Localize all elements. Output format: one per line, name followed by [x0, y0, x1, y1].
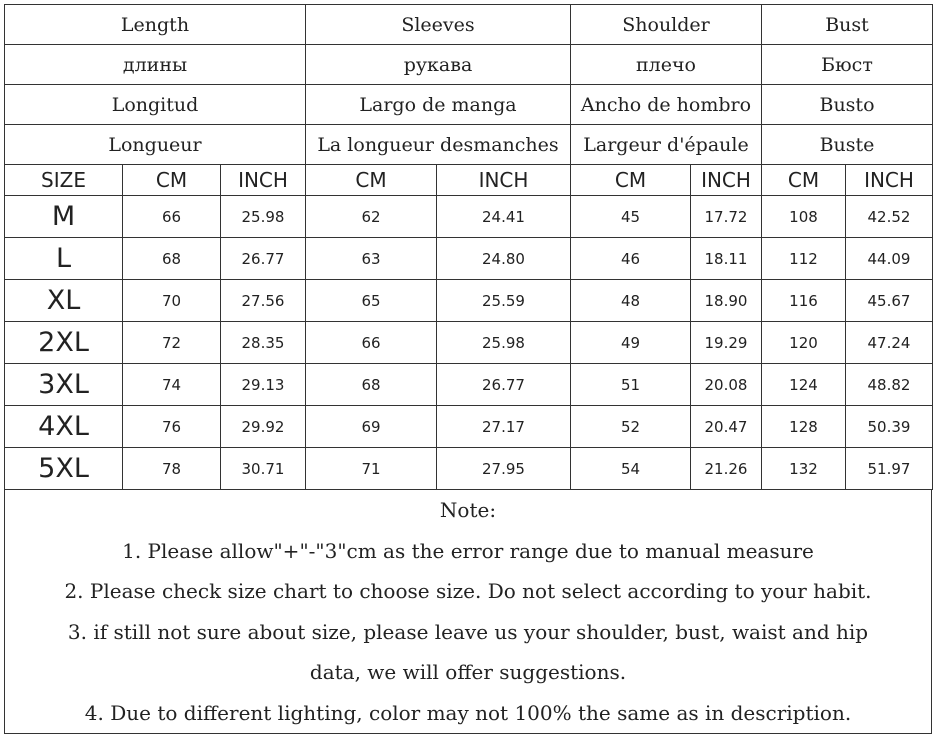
- sleeves-cm-cell: 63: [306, 238, 437, 280]
- shoulder-cm-cell: 45: [571, 196, 691, 238]
- shoulder-header: Shoulder: [571, 5, 762, 45]
- table-row: [5, 196, 933, 238]
- header-row-russian: [5, 45, 933, 85]
- length-inch-cell: 26.77: [221, 238, 306, 280]
- unit-cm-header: CM: [306, 165, 437, 196]
- sleeves-inch-cell: 27.95: [437, 448, 571, 490]
- size-column-header: SIZE: [5, 165, 123, 196]
- sleeves-inch-cell: 26.77: [437, 364, 571, 406]
- shoulder-inch-cell: 20.47: [691, 406, 762, 448]
- size-cell: XL: [5, 280, 123, 322]
- bust-inch-cell: 45.67: [846, 280, 933, 322]
- length-cm-cell: 68: [123, 238, 221, 280]
- bust-header: Buste: [762, 125, 933, 165]
- shoulder-header: Largeur d'épaule: [571, 125, 762, 165]
- table-row: [5, 238, 933, 280]
- bust-inch-cell: 48.82: [846, 364, 933, 406]
- shoulder-cm-cell: 49: [571, 322, 691, 364]
- size-rows: [5, 196, 933, 490]
- table-row: [5, 280, 933, 322]
- note-line: 4. Due to different lighting, color may not 100% the same as in description.: [84, 700, 852, 725]
- sleeves-inch-cell: 24.41: [437, 196, 571, 238]
- sleeves-cm-cell: 66: [306, 322, 437, 364]
- bust-cm-cell: 116: [762, 280, 846, 322]
- note-line: 1. Please allow"+"-"3"cm as the error range due to manual measure: [122, 538, 814, 563]
- table-row: [5, 364, 933, 406]
- notes-section: [4, 490, 932, 734]
- unit-cm-header: CM: [762, 165, 846, 196]
- size-cell: M: [5, 196, 123, 238]
- sleeves-cm-cell: 62: [306, 196, 437, 238]
- note-line: 3. if still not sure about size, please leave us your shoulder, bust, waist and hip: [67, 619, 869, 644]
- bust-cm-cell: 128: [762, 406, 846, 448]
- shoulder-inch-cell: 20.08: [691, 364, 762, 406]
- sleeves-cm-cell: 71: [306, 448, 437, 490]
- bust-inch-cell: 44.09: [846, 238, 933, 280]
- bust-header: Busto: [762, 85, 933, 125]
- shoulder-inch-cell: 21.26: [691, 448, 762, 490]
- table-row: [5, 448, 933, 490]
- bust-cm-cell: 124: [762, 364, 846, 406]
- bust-inch-cell: 50.39: [846, 406, 933, 448]
- sleeves-header: Largo de manga: [306, 85, 571, 125]
- length-header: Longitud: [5, 85, 306, 125]
- shoulder-cm-cell: 52: [571, 406, 691, 448]
- sleeves-inch-cell: 25.59: [437, 280, 571, 322]
- length-inch-cell: 27.56: [221, 280, 306, 322]
- length-header: длины: [5, 45, 306, 85]
- bust-cm-cell: 112: [762, 238, 846, 280]
- length-cm-cell: 76: [123, 406, 221, 448]
- size-cell: 3XL: [5, 364, 123, 406]
- length-header: Length: [5, 5, 306, 45]
- bust-inch-cell: 42.52: [846, 196, 933, 238]
- units-row: [5, 165, 933, 196]
- size-cell: 5XL: [5, 448, 123, 490]
- bust-inch-cell: 51.97: [846, 448, 933, 490]
- unit-inch-header: INCH: [846, 165, 933, 196]
- header-row-french: [5, 125, 933, 165]
- length-cm-cell: 72: [123, 322, 221, 364]
- shoulder-cm-cell: 54: [571, 448, 691, 490]
- notes-title: Note:: [439, 498, 497, 522]
- sleeves-cm-cell: 68: [306, 364, 437, 406]
- size-cell: L: [5, 238, 123, 280]
- size-table: [4, 4, 933, 490]
- note-line: 2. Please check size chart to choose size. Do not select according to your habit.: [64, 579, 872, 603]
- sleeves-inch-cell: 25.98: [437, 322, 571, 364]
- length-inch-cell: 29.13: [221, 364, 306, 406]
- shoulder-header: плечо: [571, 45, 762, 85]
- sleeves-cm-cell: 69: [306, 406, 437, 448]
- unit-cm-header: CM: [571, 165, 691, 196]
- bust-cm-cell: 132: [762, 448, 846, 490]
- sleeves-cm-cell: 65: [306, 280, 437, 322]
- shoulder-inch-cell: 18.90: [691, 280, 762, 322]
- table-row: [5, 322, 933, 364]
- header-row-english: [5, 5, 933, 45]
- length-cm-cell: 66: [123, 196, 221, 238]
- size-cell: 2XL: [5, 322, 123, 364]
- unit-cm-header: CM: [123, 165, 221, 196]
- length-cm-cell: 74: [123, 364, 221, 406]
- sleeves-header: Sleeves: [306, 5, 571, 45]
- shoulder-cm-cell: 51: [571, 364, 691, 406]
- length-cm-cell: 70: [123, 280, 221, 322]
- length-header: Longueur: [5, 125, 306, 165]
- shoulder-cm-cell: 48: [571, 280, 691, 322]
- shoulder-cm-cell: 46: [571, 238, 691, 280]
- bust-cm-cell: 120: [762, 322, 846, 364]
- bust-header: Bust: [762, 5, 933, 45]
- bust-header: Бюст: [762, 45, 933, 85]
- length-inch-cell: 28.35: [221, 322, 306, 364]
- shoulder-inch-cell: 18.11: [691, 238, 762, 280]
- sleeves-header: рукава: [306, 45, 571, 85]
- unit-inch-header: INCH: [221, 165, 306, 196]
- header-row-spanish: [5, 85, 933, 125]
- bust-cm-cell: 108: [762, 196, 846, 238]
- shoulder-inch-cell: 19.29: [691, 322, 762, 364]
- size-cell: 4XL: [5, 406, 123, 448]
- unit-inch-header: INCH: [691, 165, 762, 196]
- bust-inch-cell: 47.24: [846, 322, 933, 364]
- sleeves-inch-cell: 24.80: [437, 238, 571, 280]
- table-row: [5, 406, 933, 448]
- size-chart: [4, 4, 932, 734]
- length-inch-cell: 30.71: [221, 448, 306, 490]
- length-inch-cell: 29.92: [221, 406, 306, 448]
- sleeves-inch-cell: 27.17: [437, 406, 571, 448]
- note-line: data, we will offer suggestions.: [309, 660, 627, 684]
- length-inch-cell: 25.98: [221, 196, 306, 238]
- length-cm-cell: 78: [123, 448, 221, 490]
- unit-inch-header: INCH: [437, 165, 571, 196]
- shoulder-inch-cell: 17.72: [691, 196, 762, 238]
- sleeves-header: La longueur desmanches: [306, 125, 571, 165]
- shoulder-header: Ancho de hombro: [571, 85, 762, 125]
